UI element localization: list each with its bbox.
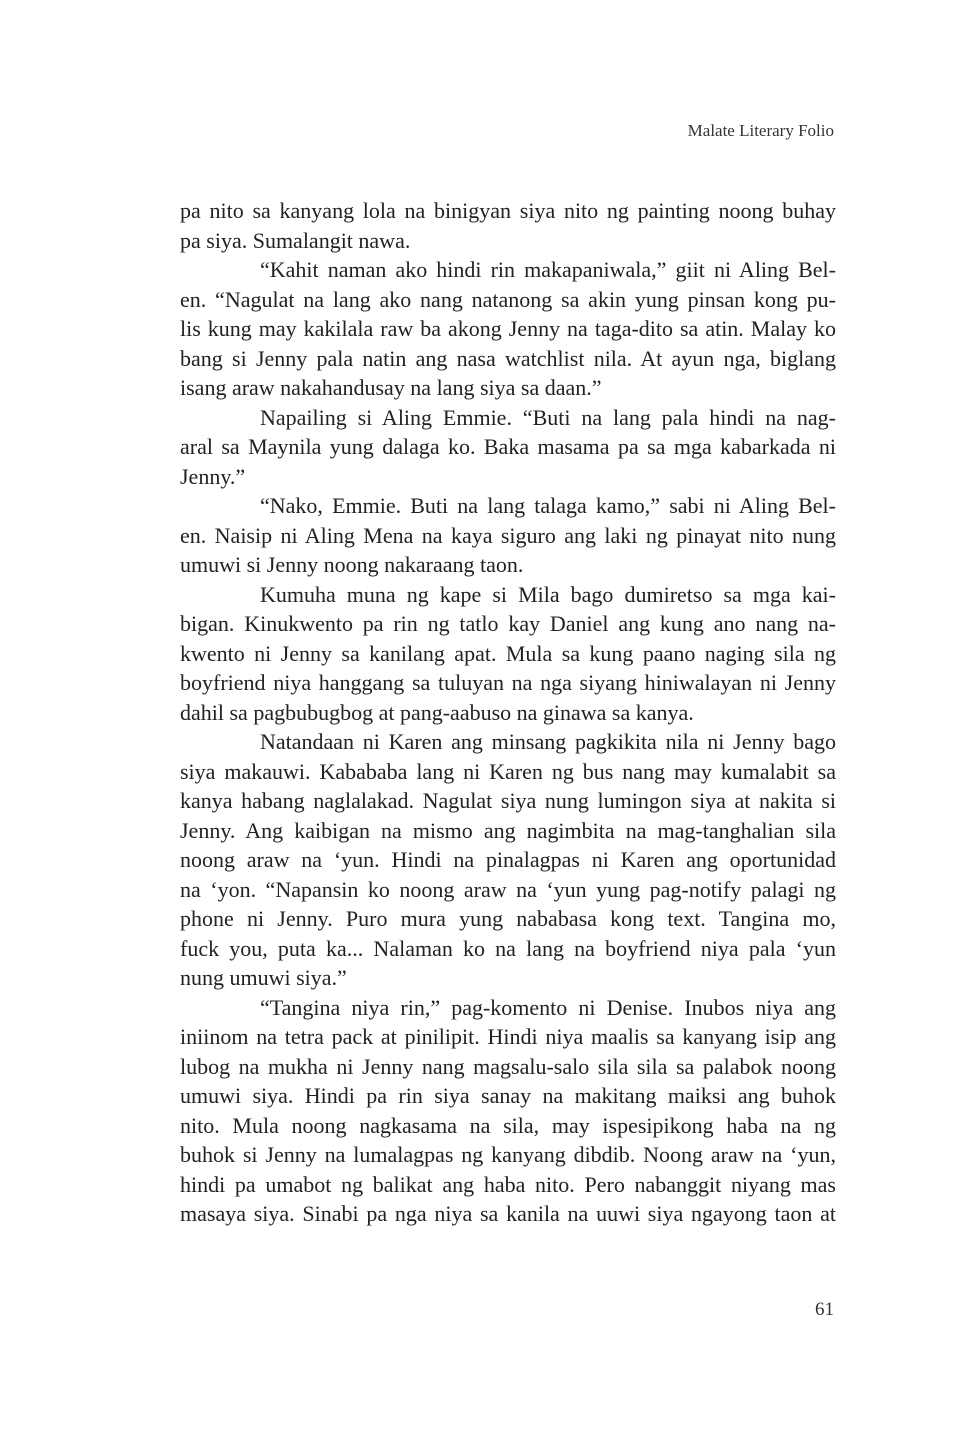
text-line: pa siya. Sumalangit nawa. bbox=[180, 227, 411, 253]
text-line: buhok si Jenny na lumalagpas ng kanyang dibdib. Noong araw na ‘yun, bbox=[180, 1142, 836, 1167]
text-line: kanya habang naglalakad. Nagulat siya nung lumingon siya at nakita si bbox=[180, 788, 836, 813]
text-line: aral sa Maynila yung dalaga ko. Baka masama pa sa mga kabarkada ni bbox=[180, 434, 836, 459]
text-line: boyfriend niya hanggang sa tuluyan na nga siyang hiniwalayan ni Jenny bbox=[180, 670, 836, 695]
text-line: kwento ni Jenny sa kanilang apat. Mula sa kung paano naging sila ng bbox=[180, 640, 836, 666]
text-line: phone ni Jenny. Puro mura yung nababasa kong text. Tangina mo, bbox=[180, 906, 836, 931]
text-line: Kumuha muna ng kape si Mila bago dumiretso sa mga kai- bbox=[260, 581, 836, 607]
text-line: umuwi siya. Hindi pa rin siya sanay na makitang maiksi ang buhok bbox=[180, 1083, 836, 1108]
text-line: dahil sa pagbubugbog at pang-aabuso na ginawa sa kanya. bbox=[180, 699, 694, 725]
text-line: Jenny.” bbox=[180, 463, 246, 489]
text-line: iniinom na tetra pack at pinilipit. Hindi niya maalis sa kanyang isip ang bbox=[180, 1024, 836, 1049]
body-text bbox=[180, 196, 836, 1229]
text-line: lis kung may kakilala raw ba akong Jenny na taga-dito sa atin. Malay ko bbox=[180, 316, 836, 341]
text-line: hindi pa umabot ng balikat ang haba nito. Pero nabanggit niyang mas bbox=[180, 1171, 836, 1197]
page-number: 61 bbox=[815, 1299, 834, 1320]
text-line: na ‘yon. “Napansin ko noong araw na ‘yun yung pag-notify palagi ng bbox=[180, 876, 836, 902]
text-line: Jenny. Ang kaibigan na mismo ang nagimbita na mag-tanghalian sila bbox=[180, 817, 836, 843]
running-header: Malate Literary Folio bbox=[687, 121, 834, 140]
text-line: en. “Nagulat na lang ako nang natanong sa akin yung pinsan kong pu- bbox=[180, 286, 836, 312]
text-line: umuwi si Jenny noong nakaraang taon. bbox=[180, 552, 524, 577]
text-line: bigan. Kinukwento pa rin ng tatlo kay Daniel ang kung ano nang na- bbox=[180, 611, 836, 636]
text-line: noong araw na ‘yun. Hindi na pinalagpas ni Karen ang oportunidad bbox=[180, 847, 836, 872]
text-line: fuck you, puta ka... Nalaman ko na lang na boyfriend niya pala ‘yun bbox=[180, 935, 836, 961]
text-line: pa nito sa kanyang lola na binigyan siya nito ng painting noong buhay bbox=[180, 198, 836, 223]
text-line: Natandaan ni Karen ang minsang pagkikita nila ni Jenny bago bbox=[260, 729, 836, 754]
text-line: lubog na mukha ni Jenny nang magsalu-salo sila sila sa palabok noong bbox=[180, 1053, 836, 1079]
text-line: “Tangina niya rin,” pag-komento ni Denise. Inubos niya ang bbox=[260, 994, 836, 1020]
text-line: nung umuwi siya.” bbox=[180, 965, 347, 990]
text-line: en. Naisip ni Aling Mena na kaya siguro ang laki ng pinayat nito nung bbox=[180, 522, 836, 548]
text-line: Napailing si Aling Emmie. “Buti na lang pala hindi na nag- bbox=[260, 404, 836, 430]
text-line: “Nako, Emmie. Buti na lang talaga kamo,” sabi ni Aling Bel- bbox=[260, 493, 836, 518]
text-line: isang araw nakahandusay na lang siya sa daan.” bbox=[180, 375, 602, 400]
text-line: siya makauwi. Kabababa lang ni Karen ng bus nang may kumalabit sa bbox=[180, 758, 836, 784]
text-line: nito. Mula noong nagkasama na sila, may ispesipikong haba na ng bbox=[180, 1112, 836, 1138]
text-line: “Kahit naman ako hindi rin makapaniwala,” giit ni Aling Bel- bbox=[260, 257, 836, 282]
text-line: masaya siya. Sinabi pa nga niya sa kanila na uuwi siya ngayong taon at bbox=[180, 1201, 836, 1226]
text-line: bang si Jenny pala natin ang nasa watchlist nila. At ayun nga, biglang bbox=[180, 345, 836, 371]
